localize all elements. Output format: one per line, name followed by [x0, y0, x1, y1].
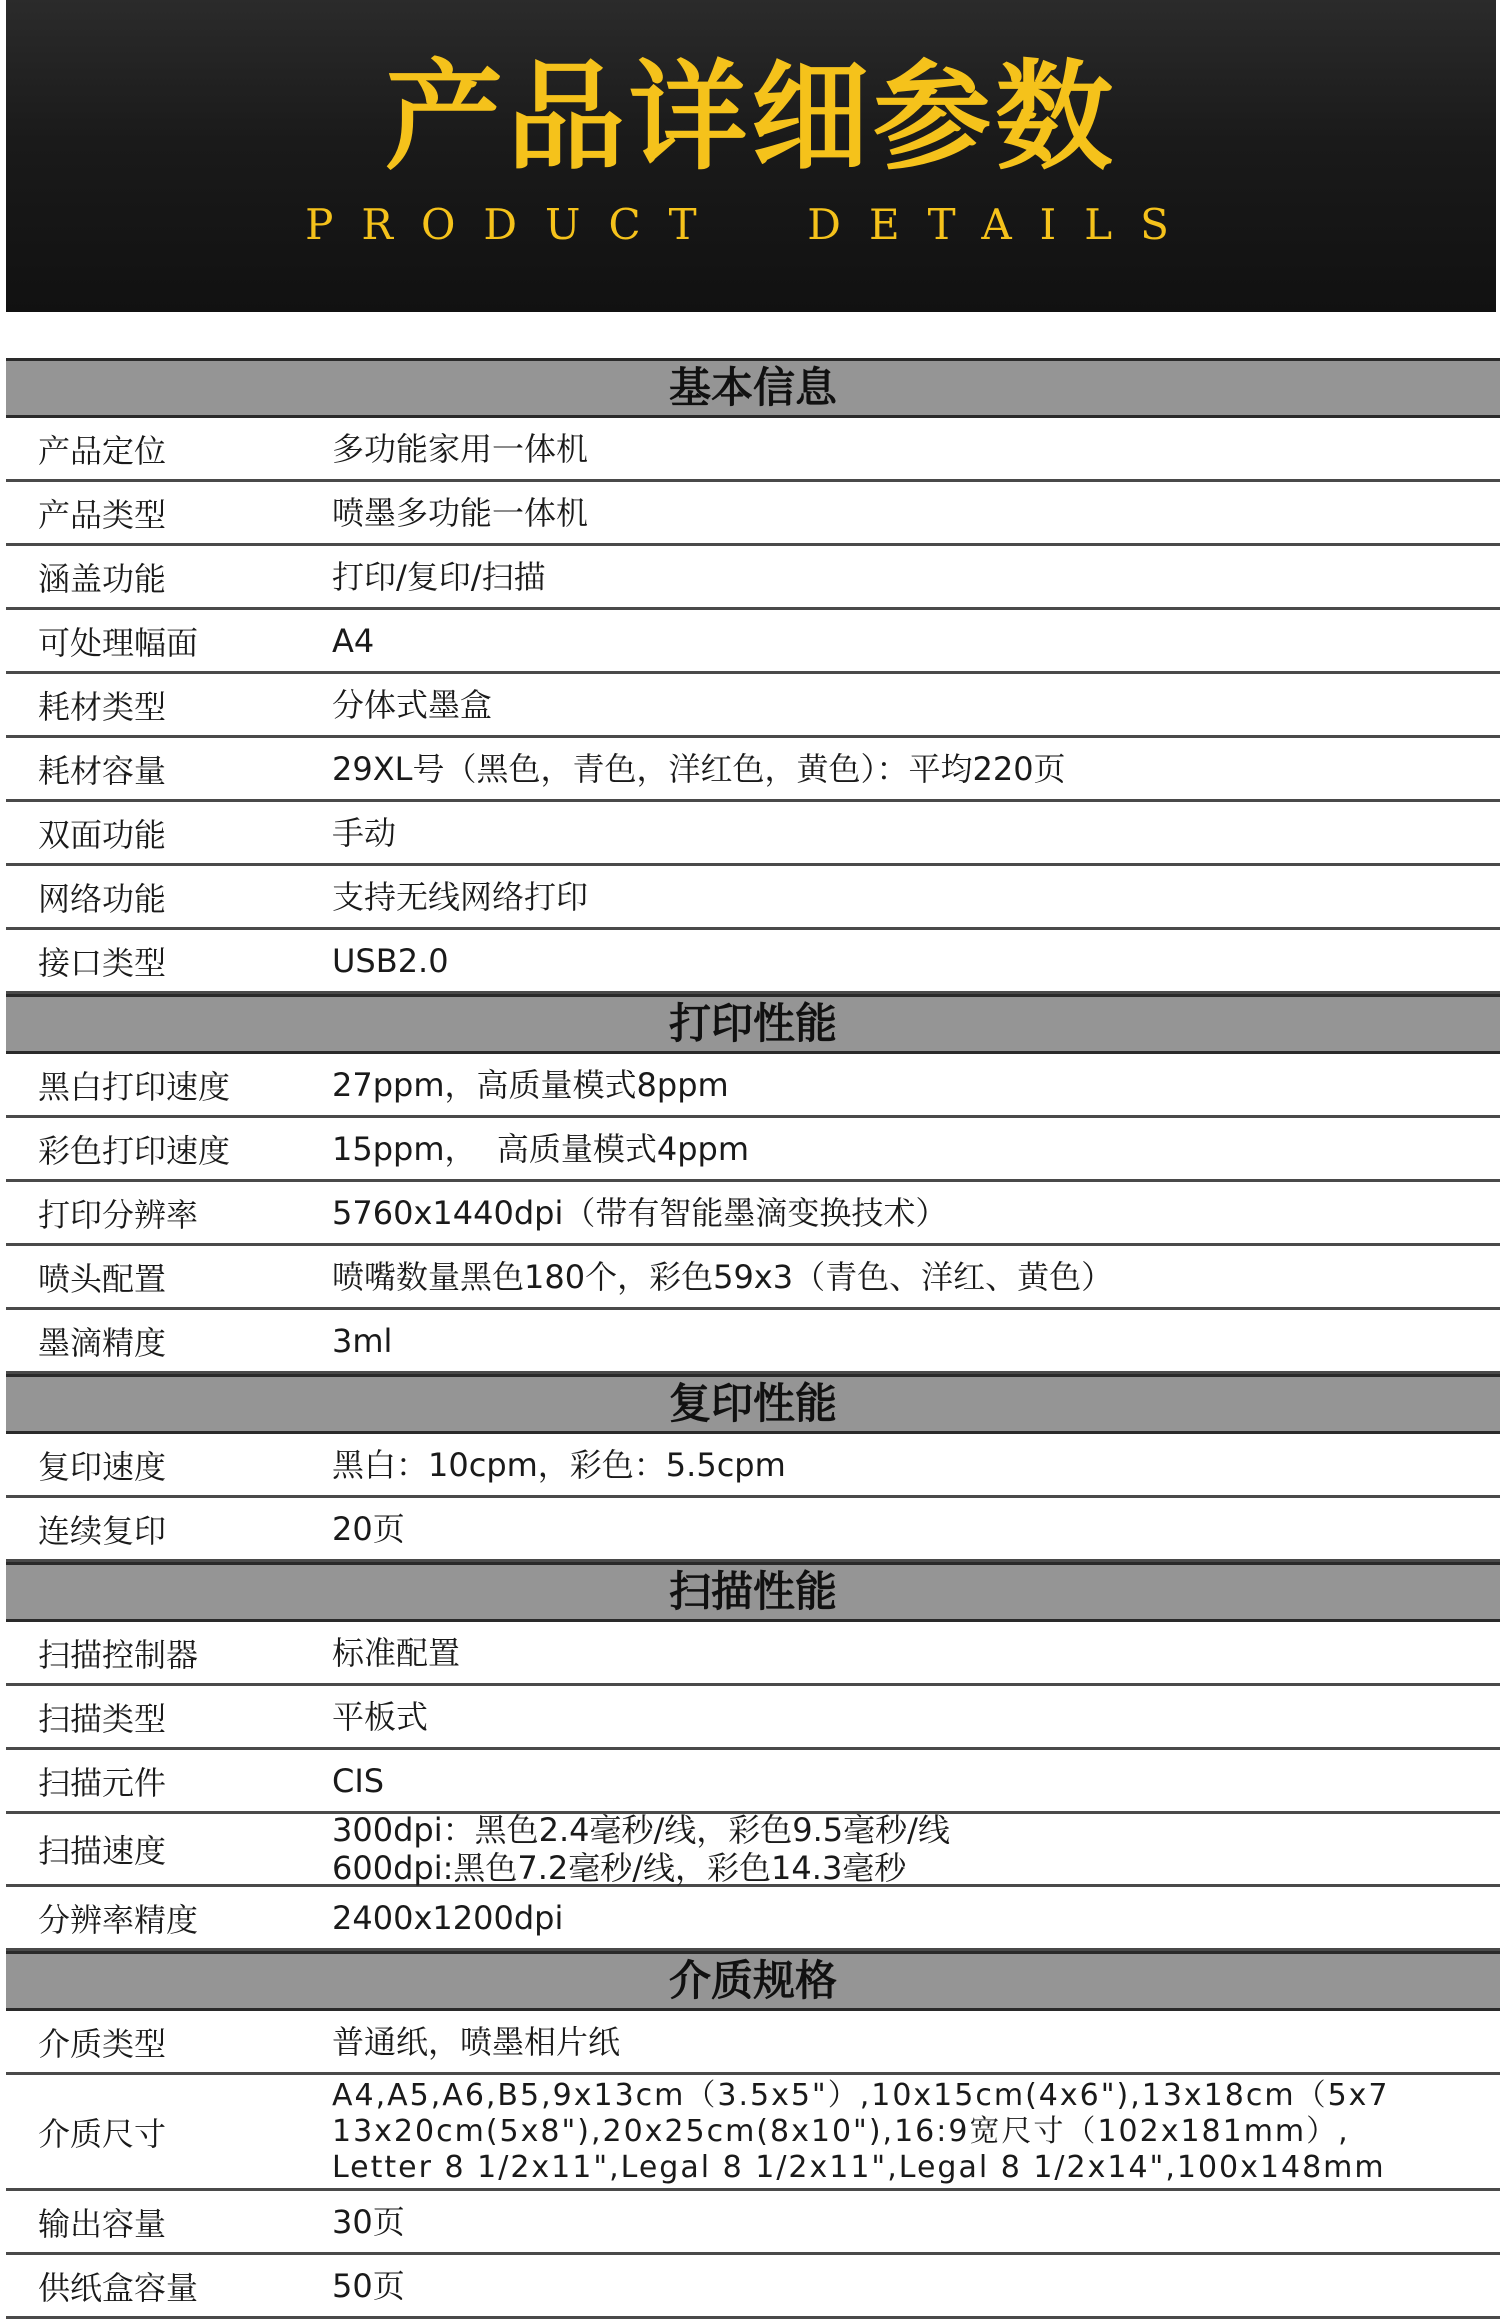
table-row — [6, 1750, 1500, 1814]
table-row — [6, 1498, 1500, 1562]
row-label: 涵盖功能 — [38, 559, 167, 598]
table-row — [6, 546, 1500, 610]
table-row — [6, 1686, 1500, 1750]
section-header-media-spec: 介质规格 — [6, 1951, 1500, 2011]
table-row — [6, 1054, 1500, 1118]
row-value: 多功能家用一体机 — [332, 429, 589, 468]
row-label: 扫描元件 — [38, 1763, 167, 1802]
row-value: 标准配置 — [332, 1633, 461, 1672]
table-row — [6, 802, 1500, 866]
row-label: 分辨率精度 — [38, 1900, 199, 1939]
row-label: 耗材容量 — [38, 751, 167, 790]
row-value: 30页 — [332, 2202, 405, 2241]
table-row — [6, 1182, 1500, 1246]
table-row — [6, 738, 1500, 802]
row-value: 打印/复印/扫描 — [332, 557, 546, 596]
row-value: 喷墨多功能一体机 — [332, 493, 589, 532]
table-row — [6, 610, 1500, 674]
row-label: 扫描控制器 — [38, 1635, 199, 1674]
row-label: 墨滴精度 — [38, 1323, 167, 1362]
row-label: 打印分辨率 — [38, 1195, 199, 1234]
row-value: 300dpi：黑色2.4毫秒/线，彩色9.5毫秒/线 600dpi:黑色7.2毫秒/线，彩色14.3毫秒 — [332, 1811, 950, 1887]
table-row — [6, 1310, 1500, 1374]
row-value: 喷嘴数量黑色180个，彩色59x3（青色、洋红、黄色） — [332, 1257, 1114, 1296]
table-row — [6, 418, 1500, 482]
row-label: 黑白打印速度 — [38, 1067, 231, 1106]
row-label: 扫描速度 — [38, 1832, 167, 1870]
row-value: 2400x1200dpi — [332, 1898, 564, 1937]
spec-table — [6, 358, 1500, 2319]
row-value: 3ml — [332, 1321, 393, 1360]
table-row — [6, 1811, 1500, 1887]
row-value: 15ppm， 高质量模式4ppm — [332, 1129, 750, 1168]
row-value: 普通纸，喷墨相片纸 — [332, 2022, 621, 2061]
row-label: 双面功能 — [38, 815, 167, 854]
row-value: 平板式 — [332, 1697, 429, 1736]
row-value: USB2.0 — [332, 941, 449, 980]
row-label: 产品定位 — [38, 431, 167, 470]
row-label: 输出容量 — [38, 2204, 167, 2243]
row-value: 5760x1440dpi（带有智能墨滴变换技术） — [332, 1193, 948, 1232]
row-label: 供纸盒容量 — [38, 2268, 199, 2307]
table-row — [6, 2075, 1500, 2191]
row-value: CIS — [332, 1761, 385, 1800]
table-row — [6, 2255, 1500, 2319]
page-subtitle: PRODUCT DETAILS — [305, 200, 1197, 249]
table-row — [6, 1118, 1500, 1182]
row-label: 耗材类型 — [38, 687, 167, 726]
row-value: A4,A5,A6,B5,9x13cm（3.5x5"）,10x15cm(4x6"),13x18cm（5x7 13x20cm(5x8"),20x25cm(8x10"),16:9宽尺寸（102x181mm）, Letter 8 1/2x11",Legal 8 1/2x11",Legal 8 1/2x14",100x148mm — [332, 2077, 1390, 2185]
table-row — [6, 2191, 1500, 2255]
row-label: 彩色打印速度 — [38, 1131, 231, 1170]
table-row — [6, 1246, 1500, 1310]
row-label: 介质尺寸 — [38, 2114, 167, 2153]
header-banner — [6, 0, 1496, 312]
row-label: 可处理幅面 — [38, 623, 199, 662]
row-label: 产品类型 — [38, 495, 167, 534]
row-value: 29XL号（黑色，青色，洋红色，黄色）：平均220页 — [332, 749, 1066, 788]
row-value: 支持无线网络打印 — [332, 877, 589, 916]
table-row — [6, 1434, 1500, 1498]
row-value: 20页 — [332, 1509, 405, 1548]
row-label: 连续复印 — [38, 1511, 167, 1550]
table-row — [6, 2011, 1500, 2075]
row-value: 分体式墨盒 — [332, 685, 493, 724]
table-row — [6, 866, 1500, 930]
row-label: 接口类型 — [38, 943, 167, 982]
row-label: 扫描类型 — [38, 1699, 167, 1738]
row-value: 黑白：10cpm，彩色：5.5cpm — [332, 1445, 786, 1484]
section-header-scan-performance: 扫描性能 — [6, 1562, 1500, 1622]
row-value: A4 — [332, 621, 375, 660]
section-header-basic-info: 基本信息 — [6, 358, 1500, 418]
page-title: 产品详细参数 — [384, 48, 1117, 186]
section-header-print-performance: 打印性能 — [6, 994, 1500, 1054]
row-value: 27ppm，高质量模式8ppm — [332, 1065, 729, 1104]
row-value: 50页 — [332, 2266, 405, 2305]
row-label: 复印速度 — [38, 1447, 167, 1486]
table-row — [6, 930, 1500, 994]
row-label: 介质类型 — [38, 2024, 167, 2063]
table-row — [6, 482, 1500, 546]
row-label: 喷头配置 — [38, 1259, 167, 1298]
table-row — [6, 1622, 1500, 1686]
row-label: 网络功能 — [38, 879, 167, 918]
table-row — [6, 674, 1500, 738]
section-header-copy-performance: 复印性能 — [6, 1374, 1500, 1434]
row-value: 手动 — [332, 813, 397, 852]
table-row — [6, 1887, 1500, 1951]
